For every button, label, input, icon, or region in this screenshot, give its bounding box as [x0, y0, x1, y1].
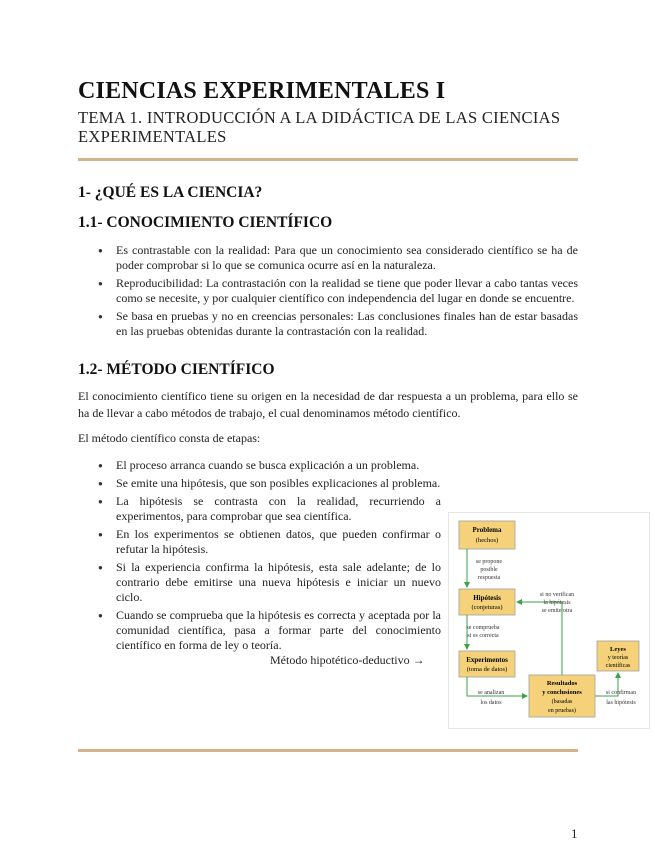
label-no-verifica-2: la hipótesis	[543, 600, 571, 606]
diagram-svg	[449, 513, 649, 728]
list-item: ● Si la experiencia confirma la hipótesis, esta sale adelante; de lo contrario debe emitirse una nueva hipótesis e iniciar un nuevo ciclo.	[96, 560, 441, 605]
section-heading-1: 1- ¿QUÉ ES LA CIENCIA?	[78, 184, 263, 201]
document-subtitle: TEMA 1. INTRODUCCIÓN A LA DIDÁCTICA DE LAS CIENCIAS EXPERIMENTALES	[78, 108, 561, 146]
label-confirman-2: las hipótesis	[606, 700, 636, 706]
label-leyes-1: Leyes	[610, 646, 626, 653]
label-hipotesis: Hipótesis	[473, 594, 501, 602]
bottom-divider	[78, 749, 578, 752]
label-experimentos: Experimentos	[466, 656, 508, 664]
label-propone-2: posible	[480, 567, 498, 573]
list-item: ● En los experimentos se obtienen datos, que pueden confirmar o refutar la hipótesis.	[96, 527, 441, 557]
method-intro-paragraph: El conocimiento científico tiene su origen en la necesidad de dar respuesta a un problema, para ello se ha de llevar a cabo métodos de trabajo, el cual denominamos método científico.	[78, 389, 578, 420]
label-no-verifica-3: se emite otra	[541, 608, 573, 614]
list-item: ● La hipótesis se contrasta con la realidad, recurriendo a experimentos, para comprobar que sea científica.	[96, 494, 441, 524]
label-problema: Problema	[472, 526, 502, 534]
label-resultados-1: Resultados	[546, 680, 578, 687]
diagram-caption: Método hipotético-deductivo →	[270, 653, 425, 667]
scientific-knowledge-list	[96, 243, 578, 342]
label-problema-sub: (hechos)	[475, 537, 499, 544]
list-item: ● Se basa en pruebas y no en creencias personales: Las conclusiones finales han de estar basadas en las pruebas obtenidas durante la contrastación con la realidad.	[96, 309, 578, 339]
box-experimentos	[459, 651, 515, 677]
label-no-verifica-1: si no verifican	[539, 592, 575, 598]
label-hipotesis-sub: (conjeturas)	[471, 604, 503, 611]
list-item: ● Cuando se comprueba que la hipótesis es correcta y aceptada por la comunidad científica, pasa a formar parte del conocimiento científico en forma de ley o teoría.	[96, 608, 441, 653]
label-analizan-2: los datos	[480, 700, 502, 706]
label-comprueba-2: si es correcta	[467, 633, 499, 639]
box-hipotesis	[459, 589, 515, 615]
label-experimentos-sub: (toma de datos)	[466, 666, 508, 673]
label-comprueba-1: se comprueba	[466, 625, 500, 631]
label-confirman-1: si confirman	[605, 690, 637, 696]
document-title: CIENCIAS EXPERIMENTALES I	[78, 78, 446, 104]
list-item: ● Es contrastable con la realidad: Para que un conocimiento sea considerado científico se ha de poder comprobar si lo que se comunica ocurre así en la naturaleza.	[96, 243, 578, 273]
hypothetico-deductive-diagram	[448, 512, 650, 729]
label-resultados-4: en pruebas)	[548, 708, 576, 714]
label-analizan-1: se analizan	[477, 690, 505, 696]
top-divider	[78, 158, 578, 161]
label-propone-3: respuesta	[477, 575, 501, 581]
section-heading-1-1: 1.1- CONOCIMIENTO CIENTÍFICO	[78, 214, 333, 231]
list-item: ● Reproducibilidad: La contrastación con la realidad se tiene que poder llevar a cabo tantas veces como se necesite, y por cualquier científico con independencia del lugar en donde se encuentre.	[96, 276, 578, 306]
label-leyes-3: científicas	[605, 663, 631, 669]
list-item: ● El proceso arranca cuando se busca explicación a un problema.	[96, 458, 441, 473]
label-resultados-2: y conclusiones	[542, 689, 582, 696]
label-resultados-3: (basadas	[551, 699, 573, 705]
section-heading-1-2: 1.2- MÉTODO CIENTÍFICO	[78, 361, 275, 378]
label-leyes-2: y teorías	[607, 655, 629, 661]
method-stages-list	[96, 458, 441, 656]
label-propone-1: se propone	[475, 559, 503, 565]
page-number: 1	[571, 826, 578, 841]
list-item: ● Se emite una hipótesis, que son posibles explicaciones al problema.	[96, 476, 441, 491]
method-stages-paragraph: El método científico consta de etapas:	[78, 431, 261, 445]
